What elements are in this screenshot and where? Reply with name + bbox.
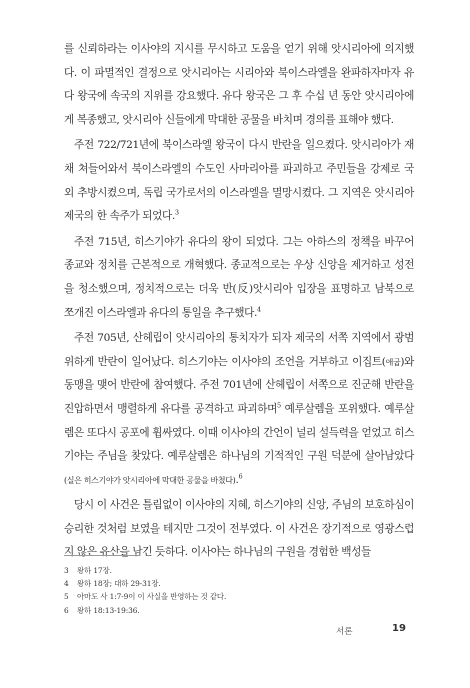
footnote-text: 아마도 사 1:7-9이 이 사실을 반영하는 것 같다. — [77, 592, 227, 602]
footnote-item — [64, 577, 414, 590]
footnote-item — [64, 604, 414, 617]
footnote-marker-4: 4 — [257, 305, 261, 313]
footnote-marker-3: 3 — [174, 208, 179, 217]
paragraph-2 — [64, 134, 414, 228]
paragraph-1: 를 신뢰하라는 이사야의 지시를 무시하고 도움을 얻기 위해 앗시리아에 의지했다. 이 파멸적인 결정으로 앗시리아는 시리아와 북이스라엘을 완파하자마자 유다 왕국에 속국의 지위를 강요했다. 유다 왕국은 그 후 수십 년 동안 앗시리아에게 복종했고, 앗시리아 신들에게 막대한 공물을 바치며 경의를 표해야 했다. — [64, 43, 414, 126]
footnotes — [64, 564, 414, 617]
paragraph-4 — [64, 327, 414, 492]
paragraph-3 — [64, 231, 414, 325]
footnote-number: 6 — [64, 605, 69, 615]
paragraph-3-text: 주전 715년, 히스기야가 유다의 왕이 되었다. 그는 아하스의 정책을 바꾸어 종교와 정치를 근본적으로 개혁했다. 종교적으로는 우상 신앙을 제거하고 성전을 청소했으며, 정치적으로는 더욱 반(反)앗시리아 입장을 표명하고 남북으로 쪼개진 이스라엘과 유다의 통일을 추구했다. — [64, 235, 414, 319]
main-text — [64, 38, 414, 565]
footnote-text: 왕하 17장. — [77, 566, 112, 575]
running-head: 서론 — [336, 627, 353, 637]
footnote-item — [64, 564, 414, 577]
paragraph-4-small-aside: (실은 히스기야가 앗시리아에 막대한 공물을 바쳤다) — [64, 475, 236, 485]
footnote-number: 4 — [64, 579, 69, 589]
footnote-number: 5 — [64, 592, 69, 602]
paragraph-4-text-c: 예루살렘을 포위했다. 예루살렘은 또다시 공포에 휩싸였다. 이때 이사야의 간언이 널리 설득력을 얻었고 히스기야는 주님을 찾았다. 예루살렘은 하나님의 기적적인 구원 덕분에 살아남았다 — [64, 402, 414, 463]
page-number: 19 — [392, 623, 406, 634]
footnote-text: 왕하 18장; 대하 29-31장. — [77, 579, 161, 589]
paragraph-4-text-a: 주전 705년, 산헤립이 앗시리아의 통치자가 되자 제국의 서쪽 지역에서 광범위하게 반란이 일어났다. 히스기야는 이사야의 조언을 거부하고 이집트( — [64, 332, 414, 368]
footnote-number: 3 — [64, 566, 69, 575]
footnote-marker-6: 6 — [238, 472, 243, 481]
footnote-marker-5: 5 — [277, 401, 281, 410]
paragraph-4-text-b: )와 동맹을 맺어 반란에 참여했다. 주전 701년에 산헤립이 서쪽으로 진군해 반란을 진압하면서 맹렬하게 유다를 공격하고 파괴하며 — [64, 355, 414, 415]
footnote-text: 왕하 18:13-19:36. — [77, 605, 140, 615]
footnote-item — [64, 590, 414, 603]
paragraph-5: 당시 이 사건은 틀림없이 이사야의 지혜, 히스기야의 신앙, 주님의 보호하심이 승리한 것처럼 보였을 테지만 그것이 전부였다. 이 사건은 장기적으로 영광스럽지 않은 유산을 남긴 듯하다. 이사야는 하나님의 구원을 경험한 백성들 — [64, 499, 414, 559]
paragraph-4-end: . — [235, 473, 239, 486]
footnote-divider — [64, 555, 140, 556]
paragraph-2-text: 주전 722/721년에 북이스라엘 왕국이 다시 반란을 일으켰다. 앗시리아가 재채 쳐들어와서 북이스라엘의 수도인 사마리아를 파괴하고 주민들을 강제로 국외 추방시켰으며, 독립 국가로서의 이스라엘을 멸망시켰다. 그 지역은 앗시리아 제국의 한 속주가 되었다. — [64, 139, 414, 223]
paragraph-4-small-gloss: 애굽 — [385, 357, 401, 367]
